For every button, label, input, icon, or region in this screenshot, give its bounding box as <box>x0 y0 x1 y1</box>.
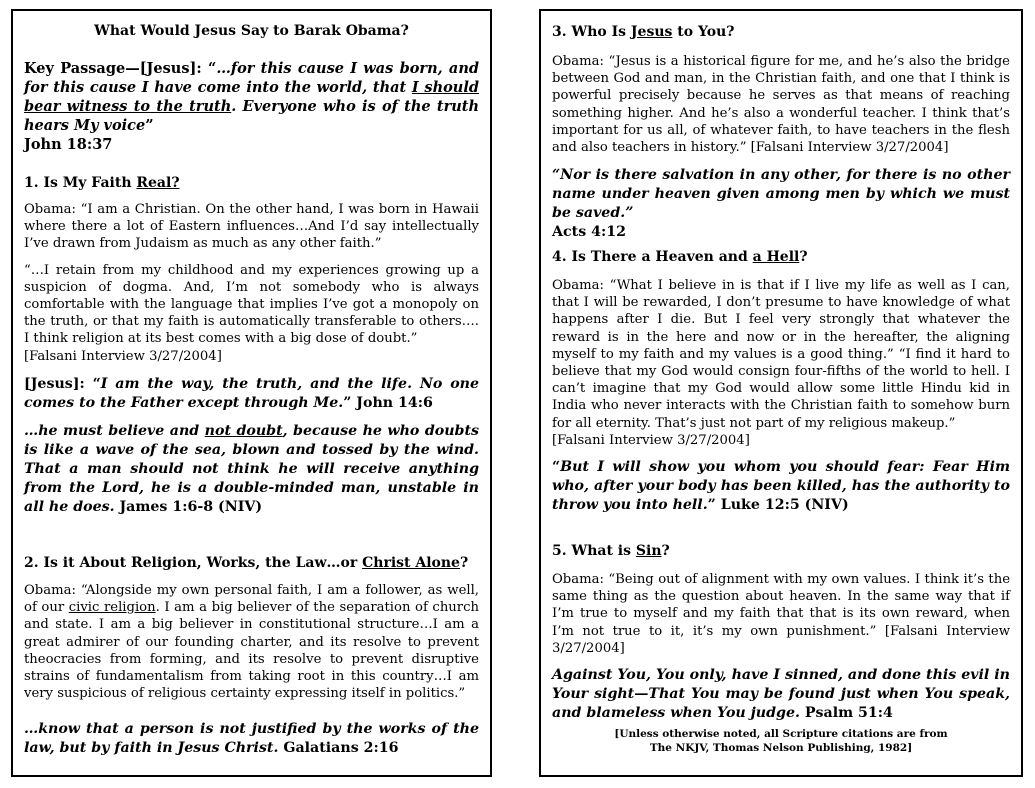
section-4-heading-prefix: 4. Is There a Heaven and <box>552 249 753 265</box>
section-1-verse-2-ref: James 1:6-8 (NIV) <box>114 498 263 515</box>
left-panel <box>11 9 492 777</box>
section-2-heading-suffix: ? <box>459 555 469 571</box>
section-2-quote-part1: Obama: “Alongside my own personal faith, I am a follower, as well, of our <box>24 583 479 616</box>
section-4-heading-suffix: ? <box>799 249 808 265</box>
section-4-quote-source: [Falsani Interview 3/27/2004] <box>552 432 750 448</box>
section-1-quote-2 <box>24 262 479 365</box>
section-1-verse-2 <box>24 422 479 517</box>
section-3-verse-text: “Nor is there salvation in any other, for there is no other name under heaven given among men by which we must be saved.” <box>552 167 1010 222</box>
section-1-verse-2-part1: …he must believe and <box>24 422 205 439</box>
section-4-verse-close: ” <box>707 497 721 514</box>
section-3-quote: Obama: “Jesus is a historical figure for me, and he’s also the bridge between God and man, in the Christian faith, and one that I think is powerful precisely because he serves as that means of reaching something higher. And he’s also a wonderful teacher. I think that’s important for us all, of whatever faith, to have teachers in the flesh and also teachers in history.” [Falsani Interview 3/27/2004] <box>552 54 1010 156</box>
section-5-heading-prefix: 5. What is <box>552 543 636 559</box>
key-passage-quote-part1: …for this cause I was born, and for this cause I have come into the world, that <box>24 60 479 96</box>
section-1-verse-2-underlined: not doubt <box>204 422 283 439</box>
section-3-heading-underlined: Jesus <box>630 24 673 40</box>
section-1-verse-1-prefix: [Jesus]: “ <box>24 375 101 392</box>
section-4 <box>552 248 1010 515</box>
section-2-quote <box>24 582 479 702</box>
section-3-heading-suffix: to You? <box>672 24 735 40</box>
section-2-verse <box>24 720 479 758</box>
key-passage-underlined: I should bear witness to the truth <box>24 79 479 115</box>
section-5-heading-underlined: Sin <box>635 543 662 559</box>
section-3-heading <box>552 23 1010 41</box>
section-5-heading-suffix: ? <box>661 543 670 559</box>
section-5-quote: Obama: “Being out of alignment with my own values. I think it’s the same thing as the question about heaven. In the same way that if I’m true to myself and my faith that that is its own reward, when I’m not true to it, it’s my own punishment.” [Falsani Interview 3/27/2004] <box>552 572 1010 656</box>
section-2-heading-prefix: 2. Is it About Religion, Works, the Law…or <box>24 555 363 571</box>
section-1-verse-1 <box>24 375 479 413</box>
footnote-text <box>552 727 1010 755</box>
footnote-line-1: [Unless otherwise noted, all Scripture citations are from <box>614 728 948 740</box>
section-4-verse-ref: Luke 12:5 (NIV) <box>720 497 849 514</box>
section-1-heading <box>24 174 479 192</box>
section-1-quote-2-source: [Falsani Interview 3/27/2004] <box>24 348 222 364</box>
section-1-quote-1: Obama: “I am a Christian. On the other hand, I was born in Hawaii where there a lot of Eastern influences…And I’d say intellectually I’ve drawn from Judaism as much as any other faith.” <box>24 202 479 252</box>
key-passage-prefix: Key Passage—[Jesus]: “ <box>24 60 217 77</box>
section-4-verse <box>552 458 1010 515</box>
section-2-heading-underlined: Christ Alone <box>362 555 460 571</box>
key-passage-quote-part2: . Everyone who is of the truth hears My voice <box>24 98 479 134</box>
section-3-verse-ref: Acts 4:12 <box>552 224 626 241</box>
section-1-verse-2-part2: , because he who doubts is like a wave of the sea, blown and tossed by the wind. That a man should not think he will receive anything from the Lord, he is a double-minded man, unstable in all he does. <box>24 422 479 515</box>
section-5-verse <box>552 666 1010 723</box>
section-4-quote-text: Obama: “What I believe in is that if I live my life as well as I can, that I will be rewarded, I don’t presume to have knowledge of what happens after I die. But I feel very strongly that whatever the reward is in the here and now or in the hereafter, the aligning myself to my faith and my values is a good thing.” “I find it hard to believe that my God would consign four-fifths of the world to hell. I can’t imagine that my God would allow some little Hindu kid in India who never interacts with the Christian faith to somehow burn for all eternity. That’s just not part of my religious makeup.” <box>552 278 1010 431</box>
key-passage <box>24 59 479 154</box>
section-4-quote <box>552 277 1010 449</box>
document-title: What Would Jesus Say to Barak Obama? <box>94 23 409 39</box>
section-2-quote-underlined: civic religion <box>68 600 156 616</box>
key-passage-ref: John 18:37 <box>24 136 113 153</box>
footnote-line-2: The NKJV, Thomas Nelson Publishing, 1982] <box>649 742 913 754</box>
section-4-verse-text: But I will show you whom you should fear: Fear Him who, after your body has been killed, has the authority to throw you into hell. <box>552 459 1010 514</box>
section-3 <box>552 23 1010 242</box>
section-1-heading-underlined: Real? <box>136 175 180 191</box>
section-2-verse-text: …know that a person is not justified by the works of the law, but by faith in Jesus Christ. <box>24 721 479 757</box>
section-4-heading-underlined: a Hell <box>752 249 800 265</box>
section-5-verse-text: Against You, You only, have I sinned, and done this evil in Your sight—That You may be found just when You speak, and blameless when You judge. <box>552 667 1010 722</box>
section-5-verse-ref: Psalm 51:4 <box>799 705 893 722</box>
section-2-quote-part2: . I am a big believer of the separation of church and state. I am a big believer in constitutional structure…I am a great admirer of our founding charter, and its resolve to prevent theocracies from forming, and its resolve to prevent disruptive strains of fundamentalism from taking root in this country…I am very suspicious of religious certainty expressing itself in politics.” <box>24 600 479 702</box>
section-1 <box>24 174 479 517</box>
section-4-heading <box>552 248 1010 266</box>
section-3-heading-prefix: 3. Who Is <box>552 24 631 40</box>
section-4-verse-open: “ <box>552 459 561 476</box>
section-1-verse-1-close: ” <box>343 394 357 411</box>
section-3-verse <box>552 166 1010 242</box>
section-5 <box>552 542 1010 723</box>
key-passage-close: ” <box>145 117 154 134</box>
section-1-quote-2-text: “…I retain from my childhood and my experiences growing up a suspicion of dogma. And, I’m not somebody who is always comfortable with the language that implies I’ve got a monopoly on the truth, or that my faith is automatically transferable to others…. I think religion at its best comes with a big dose of doubt.” <box>24 262 479 347</box>
section-2-verse-ref: Galatians 2:16 <box>278 740 399 757</box>
section-1-verse-1-text: I am the way, the truth, and the life. No one comes to the Father except through Me. <box>24 375 480 411</box>
section-1-heading-prefix: 1. Is My Faith <box>24 175 137 191</box>
document-title-block <box>24 23 479 40</box>
section-2-heading <box>24 554 479 572</box>
footnote <box>552 727 1010 755</box>
right-panel <box>539 9 1023 777</box>
section-1-verse-1-ref: John 14:6 <box>356 394 433 411</box>
section-5-heading <box>552 542 1010 560</box>
section-2 <box>24 554 479 758</box>
